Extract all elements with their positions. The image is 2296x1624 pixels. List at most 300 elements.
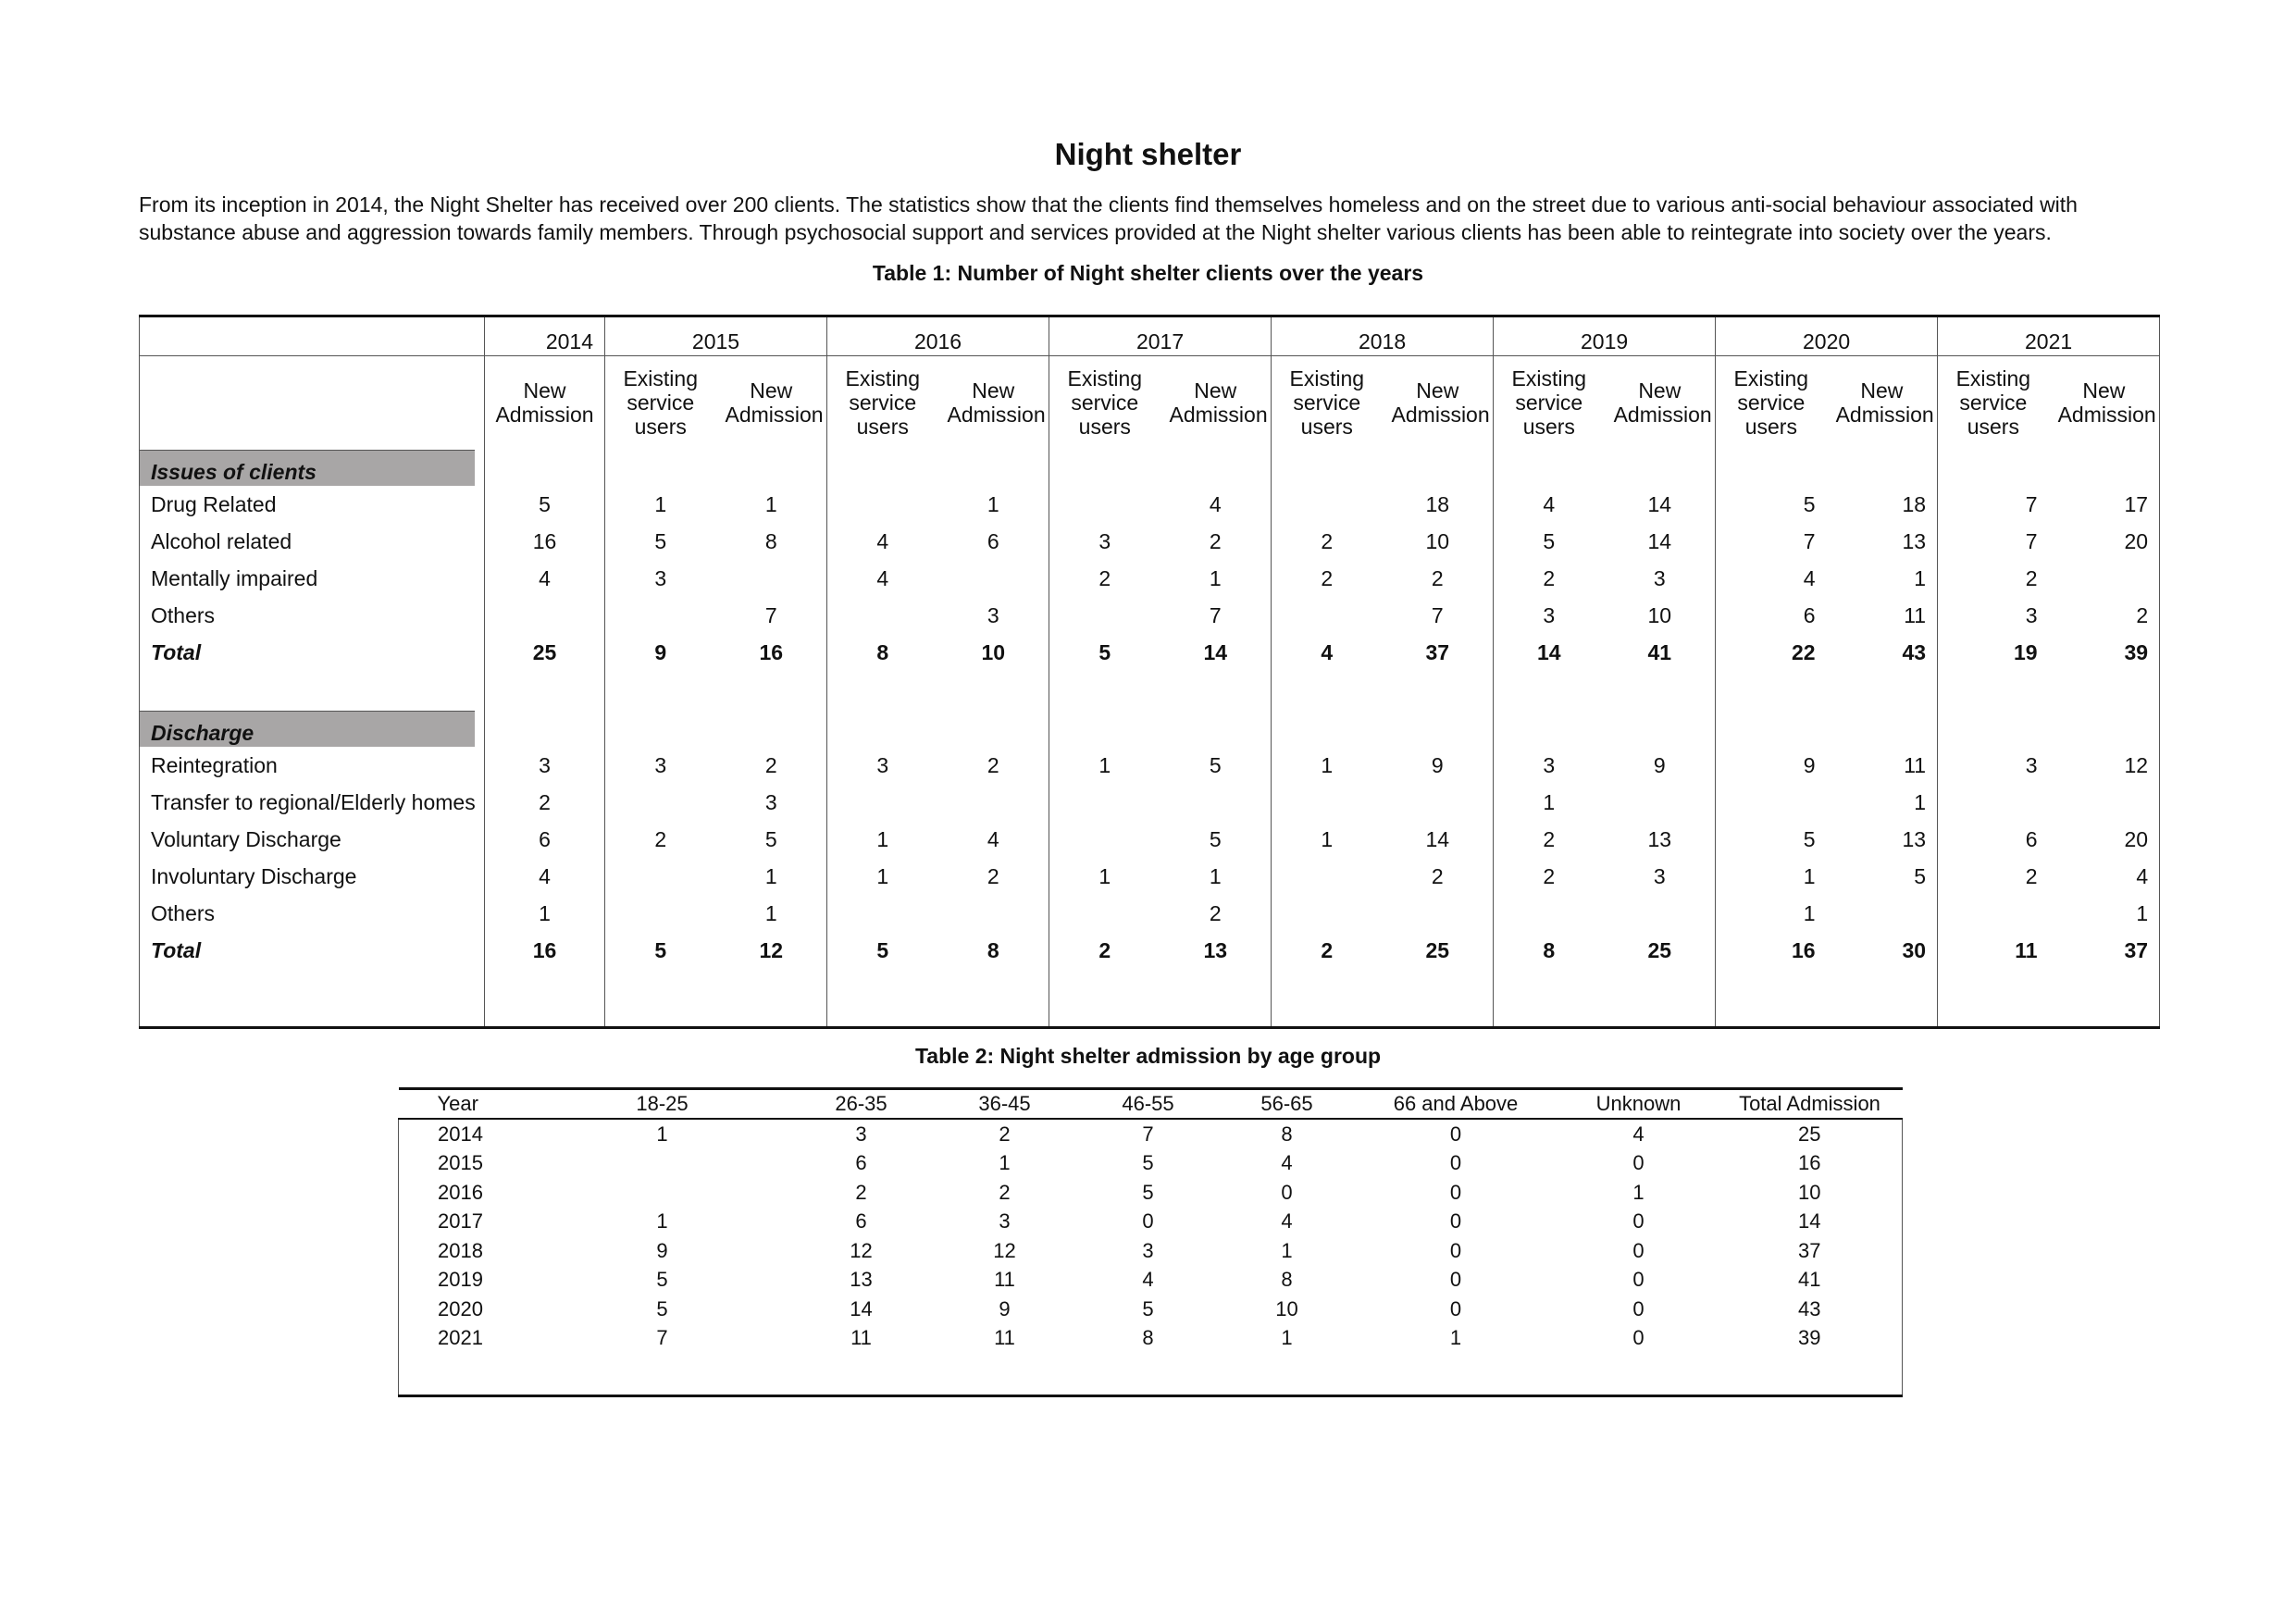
blank-cell bbox=[936, 1353, 1074, 1396]
table-cell: 0 bbox=[1632, 1326, 1644, 1350]
table-cell: 25 bbox=[1605, 932, 1716, 969]
blank-cell bbox=[1160, 671, 1272, 710]
table-cell: 2 bbox=[938, 858, 1049, 895]
table-row bbox=[399, 1178, 1903, 1208]
blank-cell bbox=[140, 969, 485, 1028]
blank-cell bbox=[1560, 1353, 1718, 1396]
table-cell: 10 bbox=[1275, 1296, 1298, 1320]
year-header: 2017 bbox=[1049, 316, 1272, 356]
table-row bbox=[140, 560, 2160, 597]
blank-cell bbox=[1160, 449, 1272, 486]
table-cell: 13 bbox=[1160, 932, 1272, 969]
column-header: Unknown bbox=[1560, 1089, 1718, 1120]
table-cell: 30 bbox=[1827, 932, 1938, 969]
table-cell: 1 bbox=[2049, 895, 2160, 932]
blank-cell bbox=[2049, 449, 2160, 486]
table-cell bbox=[1272, 784, 1383, 821]
year-header: 2016 bbox=[827, 316, 1049, 356]
blank-cell bbox=[938, 449, 1049, 486]
table-cell: 4 bbox=[485, 858, 605, 895]
table-cell: 5 bbox=[876, 937, 889, 962]
table-cell: 9 bbox=[1383, 747, 1494, 784]
table-cell: 2 bbox=[2049, 597, 2160, 634]
table-cell: 25 bbox=[1383, 932, 1494, 969]
blank-cell bbox=[1272, 671, 1383, 710]
table-cell: 5 bbox=[1803, 826, 1816, 851]
table-cell bbox=[2049, 560, 2160, 597]
table-cell: 12 bbox=[716, 932, 827, 969]
table-cell: 17 bbox=[2049, 486, 2160, 523]
table-cell: 10 bbox=[1383, 523, 1494, 560]
table-cell: 9 bbox=[656, 1238, 668, 1262]
table-cell: 4 bbox=[1321, 639, 1334, 664]
table-cell: 2 bbox=[1543, 826, 1556, 851]
table-row bbox=[399, 1295, 1903, 1324]
table-cell: 4 bbox=[1632, 1122, 1644, 1146]
blank-cell bbox=[938, 969, 1049, 1028]
table-cell: 1 bbox=[1321, 752, 1334, 777]
table-cell: 0 bbox=[1632, 1209, 1644, 1233]
total-label: Total bbox=[140, 932, 485, 969]
table-row bbox=[140, 486, 2160, 523]
table-cell: 0 bbox=[1449, 1180, 1462, 1204]
table-cell: 3 bbox=[1543, 752, 1556, 777]
table-cell: 3 bbox=[1543, 602, 1556, 627]
table-cell: 7 bbox=[716, 597, 827, 634]
table-cell: 0 bbox=[1449, 1296, 1462, 1320]
table-cell: 1 bbox=[1281, 1238, 1293, 1262]
table-cell: 13 bbox=[1827, 523, 1938, 560]
blank-cell bbox=[1272, 449, 1383, 486]
table-cell: 14 bbox=[1537, 639, 1561, 664]
year-header: 2018 bbox=[1272, 316, 1494, 356]
table-cell: 4 bbox=[1281, 1209, 1293, 1233]
table-row bbox=[140, 895, 2160, 932]
table-cell: 1 bbox=[485, 895, 605, 932]
table-cell: 5 bbox=[1142, 1180, 1154, 1204]
table-cell: 4 bbox=[876, 565, 889, 590]
table-cell: 10 bbox=[1605, 597, 1716, 634]
new-admission-header: New Admission bbox=[1827, 356, 1938, 450]
table-cell: 2 bbox=[716, 747, 827, 784]
column-header: 26-35 bbox=[788, 1089, 936, 1120]
blank-cell bbox=[1383, 969, 1494, 1028]
blank-cell bbox=[1049, 671, 1160, 710]
table-cell: 16 bbox=[716, 634, 827, 671]
table-cell: 1 bbox=[1827, 560, 1938, 597]
table-cell bbox=[2049, 784, 2160, 821]
table-cell: 0 bbox=[1449, 1122, 1462, 1146]
year-cell: 2019 bbox=[399, 1266, 538, 1295]
table-cell: 1 bbox=[654, 491, 667, 516]
blank-cell bbox=[485, 449, 605, 486]
blank-cell bbox=[1716, 969, 1827, 1028]
age-group-table bbox=[398, 1087, 1903, 1397]
table-cell: 1 bbox=[1803, 900, 1816, 925]
table-cell bbox=[605, 895, 716, 932]
table-cell bbox=[827, 597, 938, 634]
table-cell: 1 bbox=[1449, 1326, 1462, 1350]
table-cell: 18 bbox=[1827, 486, 1938, 523]
blank-cell bbox=[1160, 969, 1272, 1028]
table-cell: 2 bbox=[1321, 528, 1334, 553]
blank-cell bbox=[827, 671, 938, 710]
table-cell bbox=[1049, 821, 1160, 858]
blank-cell bbox=[1605, 671, 1716, 710]
table-cell: 12 bbox=[2049, 747, 2160, 784]
table-cell: 8 bbox=[1543, 937, 1556, 962]
table-cell: 25 bbox=[1718, 1119, 1903, 1149]
table-row bbox=[140, 932, 2160, 969]
table-cell: 4 bbox=[876, 528, 889, 553]
table-cell: 3 bbox=[654, 565, 667, 590]
table-cell: 2 bbox=[2025, 863, 2038, 888]
section-heading-label: Issues of clients bbox=[140, 450, 475, 486]
table-cell: 13 bbox=[850, 1268, 873, 1292]
blank-cell bbox=[1494, 449, 1605, 486]
table-cell: 6 bbox=[855, 1209, 867, 1233]
blank-cell bbox=[1049, 710, 1160, 747]
table-cell: 2 bbox=[1383, 858, 1494, 895]
new-admission-header: New Admission bbox=[2049, 356, 2160, 450]
existing-users-header: Existing service users bbox=[1272, 356, 1383, 450]
table-cell: 5 bbox=[1803, 491, 1816, 516]
table-cell: 16 bbox=[485, 523, 605, 560]
new-admission-header: New Admission bbox=[485, 356, 605, 450]
table-cell bbox=[1049, 784, 1160, 821]
column-header: 18-25 bbox=[538, 1089, 788, 1120]
table-cell: 5 bbox=[1543, 528, 1556, 553]
table-cell: 4 bbox=[1543, 491, 1556, 516]
table-cell bbox=[1605, 784, 1716, 821]
year-header: 2021 bbox=[1938, 316, 2160, 356]
table-cell: 1 bbox=[1098, 752, 1111, 777]
year-cell: 2020 bbox=[399, 1295, 538, 1324]
blank-cell bbox=[1494, 969, 1605, 1028]
table-cell: 13 bbox=[1605, 821, 1716, 858]
table-cell: 7 bbox=[1803, 528, 1816, 553]
year-header: 2014 bbox=[485, 316, 605, 356]
table-cell: 5 bbox=[1142, 1296, 1154, 1320]
table-cell: 10 bbox=[1718, 1178, 1903, 1208]
row-label: Others bbox=[140, 895, 485, 932]
table-cell: 5 bbox=[654, 937, 667, 962]
year-cell: 2021 bbox=[399, 1324, 538, 1354]
table-cell: 11 bbox=[1827, 747, 1938, 784]
table1-caption: Table 1: Number of Night shelter clients over the years bbox=[872, 261, 1424, 285]
table-cell: 3 bbox=[1098, 528, 1111, 553]
table-cell bbox=[1272, 486, 1383, 523]
table-cell: 2 bbox=[485, 784, 605, 821]
table-cell: 39 bbox=[2049, 634, 2160, 671]
blank-cell bbox=[1718, 1353, 1903, 1396]
existing-users-header: Existing service users bbox=[827, 356, 938, 450]
table-cell: 1 bbox=[1827, 784, 1938, 821]
table-cell: 2 bbox=[1543, 863, 1556, 888]
table-cell: 2 bbox=[1383, 560, 1494, 597]
table-cell: 0 bbox=[1449, 1209, 1462, 1233]
table-cell: 3 bbox=[876, 752, 889, 777]
blank-cell bbox=[605, 449, 716, 486]
table-cell: 14 bbox=[1160, 634, 1272, 671]
blank-cell bbox=[1938, 671, 2049, 710]
table-row bbox=[399, 1119, 1903, 1149]
table-cell bbox=[1716, 784, 1827, 821]
blank-cell bbox=[605, 969, 716, 1028]
total-label: Total bbox=[140, 634, 485, 671]
table-cell: 4 bbox=[1142, 1268, 1154, 1292]
blank-cell bbox=[1074, 1353, 1222, 1396]
table-cell: 9 bbox=[1803, 752, 1816, 777]
table-cell bbox=[1605, 895, 1716, 932]
table-cell: 8 bbox=[1142, 1326, 1154, 1350]
blank-cell bbox=[716, 449, 827, 486]
table-cell: 9 bbox=[1605, 747, 1716, 784]
intro-paragraph: From its inception in 2014, the Night Shelter has received over 200 clients. The statistics show that the clients find themselves homeless and on the street due to various anti-social behaviour associated with substance abuse and aggression towards family members. Through psychosocial support and services provided at the Night shelter various clients has been able to reintegrate into society over the years. bbox=[139, 192, 2078, 244]
table-cell: 14 bbox=[1605, 486, 1716, 523]
table-cell: 1 bbox=[716, 858, 827, 895]
blank-cell bbox=[716, 710, 827, 747]
year-cell: 2014 bbox=[399, 1119, 538, 1149]
table-row bbox=[140, 784, 2160, 821]
row-label: Others bbox=[140, 597, 485, 634]
table-cell: 3 bbox=[938, 597, 1049, 634]
blank-cell bbox=[1494, 710, 1605, 747]
table-cell: 4 bbox=[485, 560, 605, 597]
table-cell: 1 bbox=[999, 1151, 1011, 1175]
table-cell bbox=[1494, 895, 1605, 932]
table-cell: 14 bbox=[850, 1296, 873, 1320]
table-cell: 8 bbox=[1281, 1268, 1293, 1292]
table-cell: 2 bbox=[1098, 937, 1111, 962]
section-heading bbox=[140, 449, 485, 486]
table-cell: 43 bbox=[1827, 634, 1938, 671]
table-cell: 8 bbox=[716, 523, 827, 560]
table-cell: 1 bbox=[1632, 1180, 1644, 1204]
table-cell: 16 bbox=[1718, 1149, 1903, 1179]
existing-users-header: Existing service users bbox=[1494, 356, 1605, 450]
table-cell: 12 bbox=[850, 1238, 873, 1262]
blank-cell bbox=[1049, 969, 1160, 1028]
blank-cell bbox=[1827, 969, 1938, 1028]
table-cell bbox=[716, 560, 827, 597]
table-cell: 4 bbox=[938, 821, 1049, 858]
table-cell: 11 bbox=[2015, 937, 2038, 962]
page-title: Night shelter bbox=[1054, 137, 1242, 171]
table-cell: 1 bbox=[716, 895, 827, 932]
column-header: 36-45 bbox=[936, 1089, 1074, 1120]
table-cell: 12 bbox=[993, 1238, 1016, 1262]
table-row bbox=[399, 1236, 1903, 1266]
table-cell: 20 bbox=[2049, 821, 2160, 858]
table-cell: 16 bbox=[485, 932, 605, 969]
table-row bbox=[399, 1324, 1903, 1354]
table-cell: 5 bbox=[654, 528, 667, 553]
table-cell bbox=[605, 784, 716, 821]
table-cell bbox=[1272, 858, 1383, 895]
table-cell: 0 bbox=[1449, 1151, 1462, 1175]
table-cell: 3 bbox=[654, 752, 667, 777]
table-cell: 41 bbox=[1605, 634, 1716, 671]
table-cell bbox=[1938, 895, 2049, 932]
blank-cell bbox=[1160, 710, 1272, 747]
table-cell: 5 bbox=[485, 486, 605, 523]
table-cell bbox=[1049, 486, 1160, 523]
new-admission-header: New Admission bbox=[716, 356, 827, 450]
blank-cell bbox=[788, 1353, 936, 1396]
table-cell: 2 bbox=[1098, 565, 1111, 590]
row-label: Alcohol related bbox=[140, 523, 485, 560]
table-cell bbox=[1049, 895, 1160, 932]
blank-cell bbox=[1716, 710, 1827, 747]
table-cell: 4 bbox=[1160, 486, 1272, 523]
table-cell: 3 bbox=[716, 784, 827, 821]
table-cell bbox=[605, 858, 716, 895]
table-cell: 11 bbox=[1827, 597, 1938, 634]
table-cell: 2 bbox=[2025, 565, 2038, 590]
table-cell: 14 bbox=[1718, 1208, 1903, 1237]
table-cell: 2 bbox=[999, 1122, 1011, 1146]
table-row bbox=[399, 1266, 1903, 1295]
section-heading bbox=[140, 710, 485, 747]
existing-users-header: Existing service users bbox=[1049, 356, 1160, 450]
table-row bbox=[140, 597, 2160, 634]
blank-cell bbox=[2049, 710, 2160, 747]
table-cell: 8 bbox=[876, 639, 889, 664]
blank-cell bbox=[140, 671, 485, 710]
row-label: Mentally impaired bbox=[140, 560, 485, 597]
table-cell: 5 bbox=[1098, 639, 1111, 664]
table-cell: 7 bbox=[2025, 528, 2038, 553]
table-row bbox=[399, 1208, 1903, 1237]
table-cell: 4 bbox=[2049, 858, 2160, 895]
table-cell: 0 bbox=[1632, 1296, 1644, 1320]
table-cell: 37 bbox=[2049, 932, 2160, 969]
existing-users-header: Existing service users bbox=[1938, 356, 2049, 450]
row-label: Involuntary Discharge bbox=[140, 858, 485, 895]
table-cell: 0 bbox=[1281, 1180, 1293, 1204]
year-header: 2015 bbox=[605, 316, 827, 356]
table-cell: 5 bbox=[1827, 858, 1938, 895]
table-cell: 7 bbox=[1160, 597, 1272, 634]
blank-cell bbox=[938, 710, 1049, 747]
blank-cell bbox=[485, 710, 605, 747]
table-cell: 1 bbox=[1543, 789, 1556, 814]
table-cell: 6 bbox=[938, 523, 1049, 560]
table-cell: 0 bbox=[1142, 1209, 1154, 1233]
table-cell: 37 bbox=[1718, 1236, 1903, 1266]
table-cell: 6 bbox=[485, 821, 605, 858]
blank-cell bbox=[2049, 671, 2160, 710]
blank-cell bbox=[1938, 710, 2049, 747]
table-cell: 3 bbox=[1142, 1238, 1154, 1262]
table-cell: 6 bbox=[855, 1151, 867, 1175]
blank-cell bbox=[1222, 1353, 1352, 1396]
table-cell bbox=[938, 895, 1049, 932]
table-cell bbox=[827, 895, 938, 932]
blank-cell bbox=[1716, 671, 1827, 710]
existing-users-header: Existing service users bbox=[605, 356, 716, 450]
table-cell: 8 bbox=[938, 932, 1049, 969]
table-cell bbox=[1383, 895, 1494, 932]
blank-cell bbox=[399, 1353, 538, 1396]
table-cell: 43 bbox=[1718, 1295, 1903, 1324]
table-cell: 7 bbox=[1142, 1122, 1154, 1146]
blank-cell bbox=[1827, 710, 1938, 747]
table-cell: 18 bbox=[1383, 486, 1494, 523]
table-cell bbox=[605, 597, 716, 634]
table-cell: 5 bbox=[656, 1296, 668, 1320]
table-cell: 1 bbox=[1321, 826, 1334, 851]
table-cell: 16 bbox=[1791, 937, 1816, 962]
table-cell: 2 bbox=[999, 1180, 1011, 1204]
table1-corner-cell bbox=[140, 316, 485, 356]
table-cell: 1 bbox=[716, 486, 827, 523]
column-header: Total Admission bbox=[1718, 1089, 1903, 1120]
table-cell: 3 bbox=[2025, 602, 2038, 627]
blank-cell bbox=[1494, 671, 1605, 710]
table-row bbox=[140, 634, 2160, 671]
table-cell bbox=[827, 486, 938, 523]
table-cell: 1 bbox=[938, 486, 1049, 523]
table1-subheader-blank bbox=[140, 356, 485, 450]
table-row bbox=[140, 858, 2160, 895]
table-cell bbox=[538, 1178, 788, 1208]
year-cell: 2015 bbox=[399, 1149, 538, 1179]
new-admission-header: New Admission bbox=[1605, 356, 1716, 450]
table-cell bbox=[938, 560, 1049, 597]
blank-cell bbox=[1605, 449, 1716, 486]
column-header: 66 and Above bbox=[1352, 1089, 1560, 1120]
blank-cell bbox=[1049, 449, 1160, 486]
blank-cell bbox=[1383, 449, 1494, 486]
blank-cell bbox=[1272, 710, 1383, 747]
table-cell: 5 bbox=[1142, 1151, 1154, 1175]
blank-cell bbox=[605, 671, 716, 710]
table-cell: 8 bbox=[1281, 1122, 1293, 1146]
year-cell: 2016 bbox=[399, 1178, 538, 1208]
table-cell: 2 bbox=[1543, 565, 1556, 590]
table-cell: 20 bbox=[2049, 523, 2160, 560]
year-header: 2020 bbox=[1716, 316, 1938, 356]
table-cell: 37 bbox=[1383, 634, 1494, 671]
table-cell: 2 bbox=[1160, 523, 1272, 560]
table-cell: 41 bbox=[1718, 1266, 1903, 1295]
year-header: 2019 bbox=[1494, 316, 1716, 356]
table-cell: 3 bbox=[999, 1209, 1011, 1233]
table-row bbox=[140, 821, 2160, 858]
table-cell: 1 bbox=[1160, 560, 1272, 597]
table-cell: 3 bbox=[1605, 858, 1716, 895]
table-cell: 10 bbox=[938, 634, 1049, 671]
table-cell: 7 bbox=[1383, 597, 1494, 634]
blank-cell bbox=[1827, 449, 1938, 486]
table-cell: 1 bbox=[656, 1122, 668, 1146]
row-label: Transfer to regional/Elderly homes bbox=[140, 784, 485, 821]
blank-cell bbox=[1605, 969, 1716, 1028]
table-cell: 5 bbox=[1160, 747, 1272, 784]
table-cell: 2 bbox=[938, 747, 1049, 784]
table2-caption: Table 2: Night shelter admission by age group bbox=[914, 1044, 1382, 1068]
blank-cell bbox=[2049, 969, 2160, 1028]
blank-cell bbox=[485, 671, 605, 710]
table-cell: 11 bbox=[994, 1268, 1015, 1292]
blank-cell bbox=[1938, 449, 2049, 486]
new-admission-header: New Admission bbox=[1383, 356, 1494, 450]
table-cell: 3 bbox=[485, 747, 605, 784]
table-cell: 19 bbox=[2014, 639, 2038, 664]
table-cell: 11 bbox=[850, 1326, 872, 1350]
